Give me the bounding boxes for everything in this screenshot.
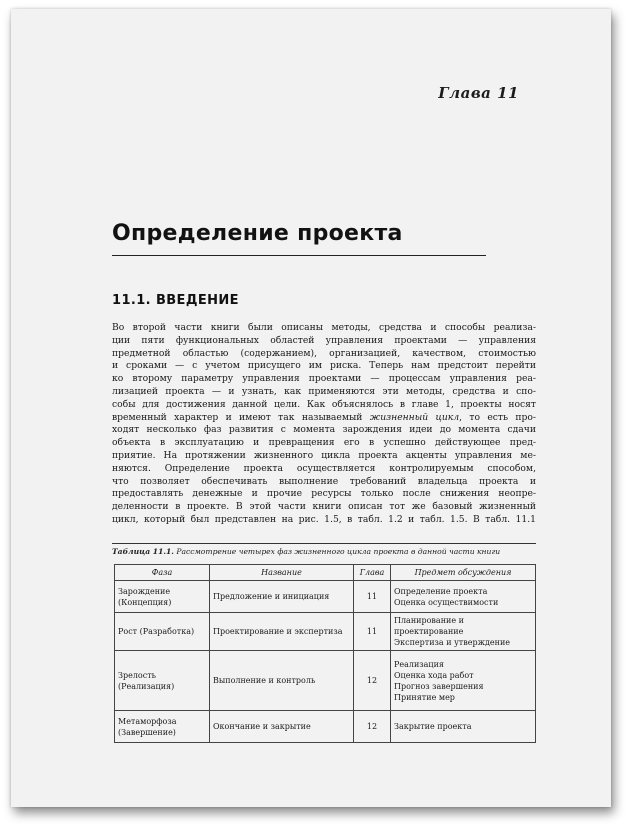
header-name: Название <box>210 565 354 581</box>
body-text-fragment: , то есть про- <box>459 411 536 423</box>
body-line: и сроками — с учетом присущего им риска. Теперь нам предстоит перейти <box>112 360 536 372</box>
table-header-row <box>115 565 536 581</box>
table-rule <box>112 543 536 544</box>
body-text-fragment: временный характер и имеют так называемый <box>112 411 370 423</box>
body-line: что позволяет обеспечивать выполнение требований владельца проекта и <box>112 475 536 487</box>
topic-line: Принятие мер <box>394 692 455 702</box>
italic-term: жизненный цикл <box>369 411 460 423</box>
title-rule <box>112 255 486 256</box>
name-cell: Проектирование и экспертиза <box>210 613 354 651</box>
header-phase: Фаза <box>115 565 210 581</box>
body-line: цикл, который был представлен на рис. 1.5, в табл. 1.2 и табл. 1.5. В табл. 11.1 <box>112 513 536 525</box>
body-line <box>112 412 536 425</box>
topics-cell: Закрытие проекта <box>391 711 536 743</box>
table-row <box>115 581 536 613</box>
body-line: лизацией проекта — и узнать, как применяются эти методы, средства и спо- <box>112 385 536 397</box>
topics-cell <box>391 581 536 613</box>
table-row <box>115 651 536 711</box>
topics-cell <box>391 651 536 711</box>
body-line: няются. Определение проекта осуществляется контролируемым способом, <box>112 462 536 474</box>
body-paragraph <box>112 322 536 527</box>
phase-line: Зарождение <box>118 586 171 596</box>
chapter-cell: 11 <box>354 581 391 613</box>
topics-cell <box>391 613 536 651</box>
body-line: предметной областью (содержанием), организацией, качеством, стоимостью <box>112 347 536 359</box>
chapter-title: Определение проекта <box>112 221 403 246</box>
chapter-cell: 12 <box>354 651 391 711</box>
table-row <box>115 711 536 743</box>
section-title: 11.1. ВВЕДЕНИЕ <box>112 293 239 308</box>
body-line: ходят несколько фаз развития с момента зарождения идеи до момента сдачи <box>112 424 536 436</box>
topic-line: Определение проекта <box>394 586 488 596</box>
topic-line: Оценка хода работ <box>394 670 474 680</box>
body-line: ко второму параметру управления проектами — процессам управления реа- <box>112 373 536 385</box>
body-line: собы для достижения данной цели. Как объяснялось в главе 1, проекты носят <box>112 398 536 410</box>
chapter-cell: 11 <box>354 613 391 651</box>
phase-line: (Завершение) <box>118 727 176 737</box>
phase-cell: Рост (Разработка) <box>115 613 210 651</box>
chapter-label: Глава 11 <box>438 84 519 102</box>
phase-line: (Концепция) <box>118 597 172 607</box>
phase-line: Метаморфоза <box>118 716 177 726</box>
table-caption-label: Таблица 11.1. <box>112 547 174 556</box>
phase-line: Зрелость <box>118 670 156 680</box>
phase-cell <box>115 581 210 613</box>
body-line: предоставлять денежные и прочие ресурсы только после снижения неопре- <box>112 488 536 500</box>
body-line: ции пяти функциональных областей управления проектами — управления <box>112 334 536 346</box>
name-cell: Предложение и инициация <box>210 581 354 613</box>
body-line: объекта в эксплуатацию и превращения его в успешно действующее пред- <box>112 437 536 449</box>
body-line: приятие. На протяжении жизненного цикла проекта акценты управления ме- <box>112 449 536 461</box>
chapter-cell: 12 <box>354 711 391 743</box>
topic-line: Планирование и проектирование <box>394 616 464 636</box>
topic-line: Реализация <box>394 659 444 669</box>
phase-cell <box>115 711 210 743</box>
topic-line: Оценка осуществимости <box>394 597 499 607</box>
topic-line: Экспертиза и утверждение <box>394 638 511 647</box>
name-cell: Окончание и закрытие <box>210 711 354 743</box>
table-row <box>115 613 536 651</box>
phase-cell <box>115 651 210 711</box>
table-caption-text: Рассмотрение четырех фаз жизненного цикла проекта в данной части книги <box>173 547 501 556</box>
header-chapter: Глава <box>354 565 391 581</box>
topic-line: Прогноз завершения <box>394 681 484 691</box>
header-topics: Предмет обсуждения <box>391 565 536 581</box>
name-cell: Выполнение и контроль <box>210 651 354 711</box>
body-line: деленности в проекте. В этой части книги описан тот же базовый жизненный <box>112 501 536 513</box>
table-caption <box>112 547 500 556</box>
book-page <box>11 9 611 807</box>
body-line: Во второй части книги были описаны методы, средства и способы реализа- <box>112 322 536 333</box>
phase-line: (Реализация) <box>118 681 175 691</box>
phase-table <box>114 564 536 743</box>
